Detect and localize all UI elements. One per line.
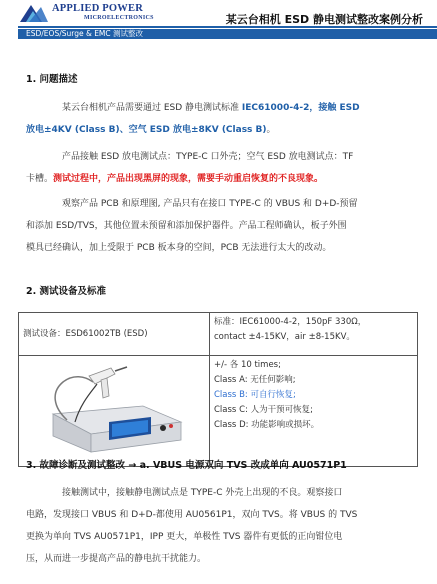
section-1-paragraph-1-line-2 (26, 124, 276, 136)
class-d-line: Class D: 功能影响或损坏。 (214, 420, 320, 430)
class-a-line: Class A: 无任何影响; (214, 375, 296, 385)
standard-line-1: 标准：IEC61000-4-2，150pF 330Ω， (214, 317, 367, 327)
table-row (19, 313, 418, 356)
test-equipment-table (18, 312, 418, 467)
section-1-paragraph-2-line-2 (26, 173, 323, 185)
standard-cell (210, 313, 418, 356)
standard-intro-text: 某云台相机产品需要通过 ESD 静电测试标准 (62, 103, 242, 113)
logo-sub-text: MICROELECTRONICS (84, 15, 154, 21)
table-row (19, 356, 418, 467)
section-2-heading: 2. 测试设备及标准 (26, 286, 107, 297)
section-3-line-3: 更换为单向 TVS AU0571P1，IPP 更大，单极性 TVS 器件有更低的正向钳位电 (26, 532, 343, 542)
section-1-paragraph-3-line-1: 观察产品 PCB 和原理图, 产品只有在接口 TYPE-C 的 VBUS 和 D+D-预留 (62, 199, 358, 209)
section-3-heading-title: a. VBUS 电源双向 TVS 改成单向 AU0571P1 (136, 460, 347, 471)
document-title: 某云台相机 ESD 静电测试整改案例分析 (225, 13, 423, 26)
device-image-cell (19, 356, 210, 467)
failure-description-text: 测试过程中，产品出现黑屏的现象，需要手动重启恢复的不良现象。 (53, 174, 324, 184)
section-3-line-1: 接触测试中，接触静电测试点是 TYPE-C 外壳上出现的不良。观察接口 (62, 488, 343, 498)
section-1-paragraph-2-line-1: 产品接触 ESD 放电测试点：TYPE-C 口外壳；空气 ESD 放电测试点：TF (62, 152, 354, 162)
section-1-paragraph-1-line-1 (62, 102, 360, 114)
company-logo-icon (19, 3, 49, 23)
standard-line-2: contact ±4-15KV，air ±8-15KV。 (214, 332, 355, 342)
repetition-line: +/- 各 10 times; (214, 360, 281, 370)
section-3-heading-prefix: 3. 故障诊断及测试整改 (26, 460, 129, 471)
class-b-line: Class B: 可自行恢复; (214, 390, 296, 400)
section-1-paragraph-3-line-3: 模具已经确认，加上受限于 PCB 板本身的空间，PCB 无法进行太大的改动。 (26, 243, 332, 253)
standard-name-text: IEC61000-4-2，接触 ESD (241, 103, 360, 113)
punctuation: 。 (266, 125, 276, 135)
class-c-line: Class C: 人为干预可恢复; (214, 405, 313, 415)
section-3-line-2: 电路，发现接口 VBUS 和 D+D-都使用 AU0561P1，双向 TVS。将 VBUS 的 TVS (26, 510, 358, 520)
class-definitions-cell (210, 356, 418, 467)
section-3-line-4: 压，从而进一步提高产品的静电抗干扰能力。 (26, 554, 207, 564)
equipment-cell (19, 313, 210, 356)
section-3-heading (26, 457, 347, 471)
equipment-label: 测试设备：ESD61002TB (ESD) (23, 328, 148, 339)
logo-main-text: APPLIED POWER (52, 3, 143, 14)
arrow-right-icon: → (128, 460, 137, 471)
esd-simulator-image-icon (23, 362, 193, 457)
category-label: ESD/EOS/Surge & EMC 测试整改 (26, 29, 144, 38)
discharge-levels-text: 放电±4KV (Class B)、空气 ESD 放电±8KV (Class B) (26, 125, 267, 135)
section-1-heading: 1. 问题描述 (26, 74, 78, 85)
section-1-paragraph-3-line-2: 和添加 ESD/TVS，其他位置未预留和添加保护器件。产品工程师确认，板子外围 (26, 221, 347, 231)
tf-slot-text: 卡槽。 (26, 174, 54, 184)
